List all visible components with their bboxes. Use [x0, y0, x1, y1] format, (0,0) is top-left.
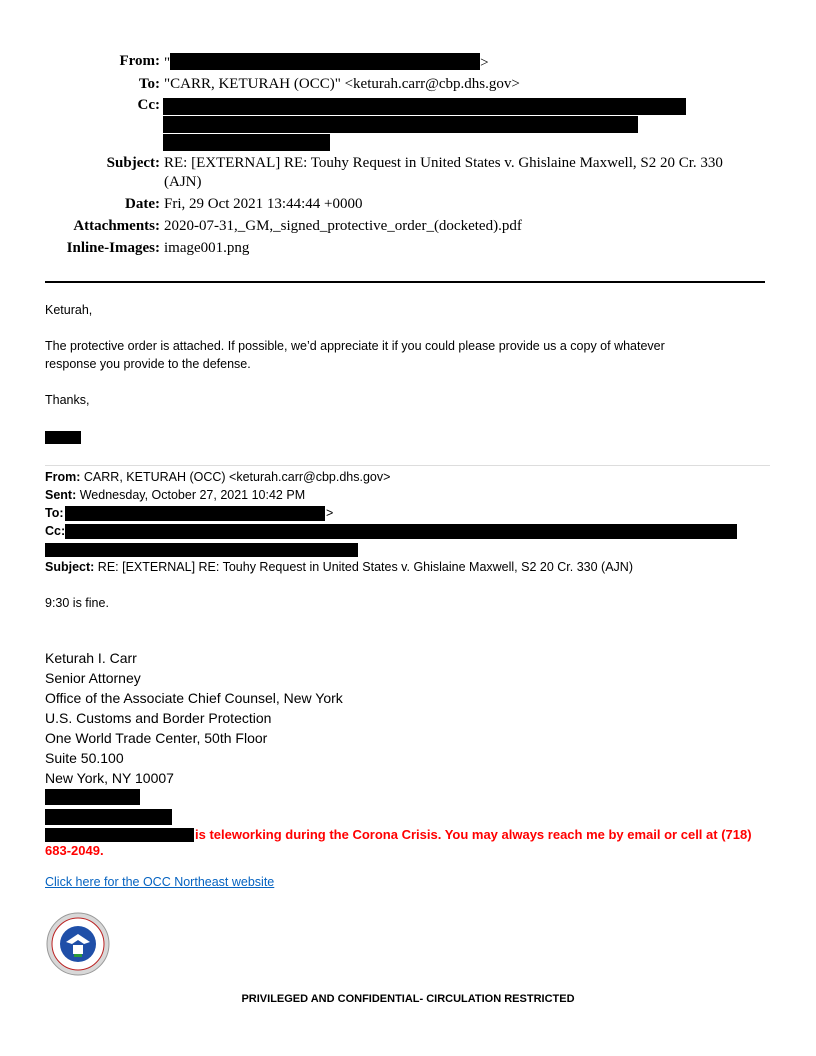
quoted-from [45, 470, 390, 484]
redaction [65, 524, 737, 539]
redaction [65, 506, 325, 521]
label: To: [45, 506, 64, 520]
signature-line: Senior Attorney [45, 670, 141, 686]
redaction [163, 98, 686, 115]
subject-label: Subject: [106, 155, 160, 171]
label: Cc: [45, 524, 66, 538]
subject-line-2: (AJN) [164, 174, 202, 190]
redaction [170, 53, 480, 70]
quoted-subject [45, 560, 633, 574]
label: Sent: [45, 488, 77, 502]
redaction [45, 789, 140, 805]
to-value: "CARR, KETURAH (OCC)" <keturah.carr@cbp.dhs.gov> [164, 76, 520, 92]
redaction [163, 116, 638, 133]
redaction [45, 543, 358, 557]
footer-confidential: PRIVILEGED AND CONFIDENTIAL- CIRCULATION RESTRICTED [241, 993, 575, 1005]
cc-label: Cc: [137, 97, 160, 113]
attachment-link[interactable]: 2020-07-31,_GM,_signed_protective_order_(docketed).pdf [164, 218, 522, 234]
value: Wednesday, October 27, 2021 10:42 PM [79, 488, 306, 502]
to-label: To: [138, 76, 160, 92]
subject-line-1: RE: [EXTERNAL] RE: Touhy Request in United States v. Ghislaine Maxwell, S2 20 Cr. 330 [164, 155, 723, 171]
signature-line: Keturah I. Carr [45, 650, 137, 666]
label: From: [45, 470, 81, 484]
from-value [164, 53, 489, 72]
redaction [45, 809, 172, 825]
signature-line: One World Trade Center, 50th Floor [45, 730, 268, 746]
quote-divider [45, 465, 770, 466]
redaction [45, 431, 81, 444]
from-suffix: > [480, 55, 489, 71]
greeting: Keturah, [45, 303, 93, 317]
header-divider [45, 281, 765, 283]
from-prefix: " [164, 55, 171, 71]
quoted-cc [45, 524, 65, 538]
closing: Thanks, [45, 393, 90, 407]
dhs-seal-icon [46, 912, 110, 981]
telework-notice: is teleworking during the Corona Crisis. You may always reach me by email or cell at (718) [195, 827, 752, 842]
label: Subject: [45, 560, 95, 574]
body-line-2: response you provide to the defense. [45, 357, 251, 371]
value: CARR, KETURAH (OCC) <keturah.carr@cbp.dhs.gov> [83, 470, 391, 484]
from-label: From: [119, 53, 160, 69]
signature-line: Suite 50.100 [45, 750, 124, 766]
date-label: Date: [125, 196, 160, 212]
date-value: Fri, 29 Oct 2021 13:44:44 +0000 [164, 196, 363, 212]
attachments-label: Attachments: [73, 218, 160, 234]
value: RE: [EXTERNAL] RE: Touhy Request in United States v. Ghislaine Maxwell, S2 20 Cr. 330 (AJN) [97, 560, 633, 574]
inline-image-value[interactable]: image001.png [164, 240, 250, 256]
redaction [45, 828, 194, 842]
redaction [163, 134, 330, 151]
occ-northeast-link[interactable]: Click here for the OCC Northeast website [45, 875, 275, 889]
body-line-1: The protective order is attached. If possible, we’d appreciate it if you could please provide us a copy of whatever [45, 339, 665, 353]
quoted-body: 9:30 is fine. [45, 596, 109, 610]
quoted-to [45, 506, 64, 520]
signature-line: New York, NY 10007 [45, 770, 174, 786]
to-suffix: > [326, 506, 334, 520]
signature-line: U.S. Customs and Border Protection [45, 710, 272, 726]
signature-line: Office of the Associate Chief Counsel, New York [45, 690, 343, 706]
inline-images-label: Inline-Images: [66, 240, 160, 256]
telework-notice-cont: 683-2049. [45, 843, 104, 858]
quoted-sent [45, 488, 305, 502]
signature-block [45, 648, 343, 788]
